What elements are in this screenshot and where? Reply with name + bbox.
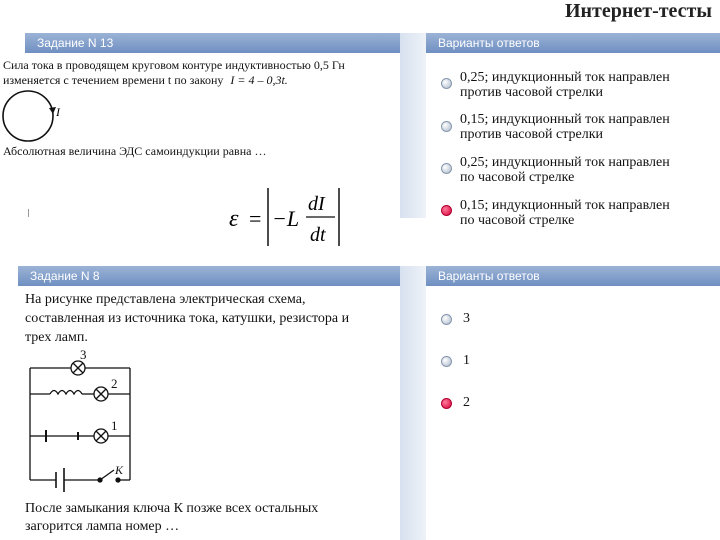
answer8-radio-1[interactable] [441, 314, 452, 325]
lamp-2-icon [94, 387, 108, 401]
task13-question-text: изменяется с течением времени t по закону [3, 73, 224, 87]
answer13-option-1[interactable] [460, 70, 670, 100]
coil-icon [50, 391, 82, 395]
answer13-radio-3[interactable] [441, 163, 452, 174]
task8-divider [400, 266, 426, 540]
task8-text-line2: составленная из источника тока, катушки, резистора и [25, 311, 350, 326]
answers13-header: Варианты ответов [426, 33, 720, 53]
answer13-option-3-line2: по часовой стрелке [460, 170, 575, 185]
answer8-radio-3[interactable] [441, 398, 452, 409]
answer13-option-2-line2: против часовой стрелки [460, 127, 604, 142]
lamp-1-icon [94, 429, 108, 443]
battery-icon [56, 468, 64, 492]
task13-divider [400, 33, 426, 218]
formula-numerator: dI [308, 193, 325, 215]
lamp-2-label: 2 [111, 376, 118, 391]
circular-contour-diagram [0, 86, 70, 146]
key-label: К [115, 463, 123, 477]
task13-question-line3: Абсолютная величина ЭДС самоиндукции равна … [3, 144, 267, 158]
answer8-option-2[interactable]: 1 [463, 353, 470, 368]
answer13-option-2-line1: 0,15; индукционный ток направлен [460, 112, 670, 127]
lamp-3-label: 3 [80, 348, 87, 362]
lamp-1-label: 1 [111, 418, 118, 433]
task8-after-line2: загорится лампа номер … [25, 519, 180, 534]
answer13-option-1-line2: против часовой стрелки [460, 85, 604, 100]
task13-question-line1: Сила тока в проводящем круговом контуре индуктивностью 0,5 Гн [3, 58, 345, 72]
task8-header: Задание N 8 [18, 266, 401, 286]
emf-formula [225, 184, 345, 250]
answer8-option-1[interactable]: 3 [463, 311, 470, 326]
answer13-option-2[interactable] [460, 112, 670, 142]
formula-denominator: dt [310, 224, 326, 246]
small-mark [28, 209, 29, 217]
answer13-radio-4[interactable] [441, 205, 452, 216]
answers8-header: Варианты ответов [426, 266, 720, 286]
answer13-option-3[interactable] [460, 155, 670, 185]
task8-text-line3: трех ламп. [25, 330, 88, 345]
answer13-option-3-line1: 0,25; индукционный ток направлен [460, 155, 670, 170]
circuit-diagram [18, 348, 168, 496]
answer8-radio-2[interactable] [441, 356, 452, 367]
formula-epsilon: ε [229, 206, 239, 232]
answer13-option-4-line1: 0,15; индукционный ток направлен [460, 198, 670, 213]
answer13-option-4[interactable] [460, 198, 670, 228]
current-label: I [56, 105, 60, 119]
contour-circle [3, 91, 53, 141]
formula-equals: = [249, 206, 262, 231]
formula-minus-l: −L [272, 206, 300, 231]
answer13-radio-2[interactable] [441, 121, 452, 132]
task13-law: I = 4 – 0,3t. [230, 73, 288, 87]
task13-header: Задание N 13 [25, 33, 401, 53]
task8-text-line1: На рисунке представлена электрическая схема, [25, 292, 306, 307]
task8-after-line1: После замыкания ключа К позже всех остальных [25, 501, 319, 516]
page-title: Интернет-тесты [564, 0, 712, 22]
answer13-option-4-line2: по часовой стрелке [460, 213, 575, 228]
answer8-option-3[interactable]: 2 [463, 395, 470, 410]
lamp-3-icon [71, 361, 85, 375]
current-arrow-icon [49, 107, 56, 114]
answer13-radio-1[interactable] [441, 78, 452, 89]
answer13-option-1-line1: 0,25; индукционный ток направлен [460, 70, 670, 85]
